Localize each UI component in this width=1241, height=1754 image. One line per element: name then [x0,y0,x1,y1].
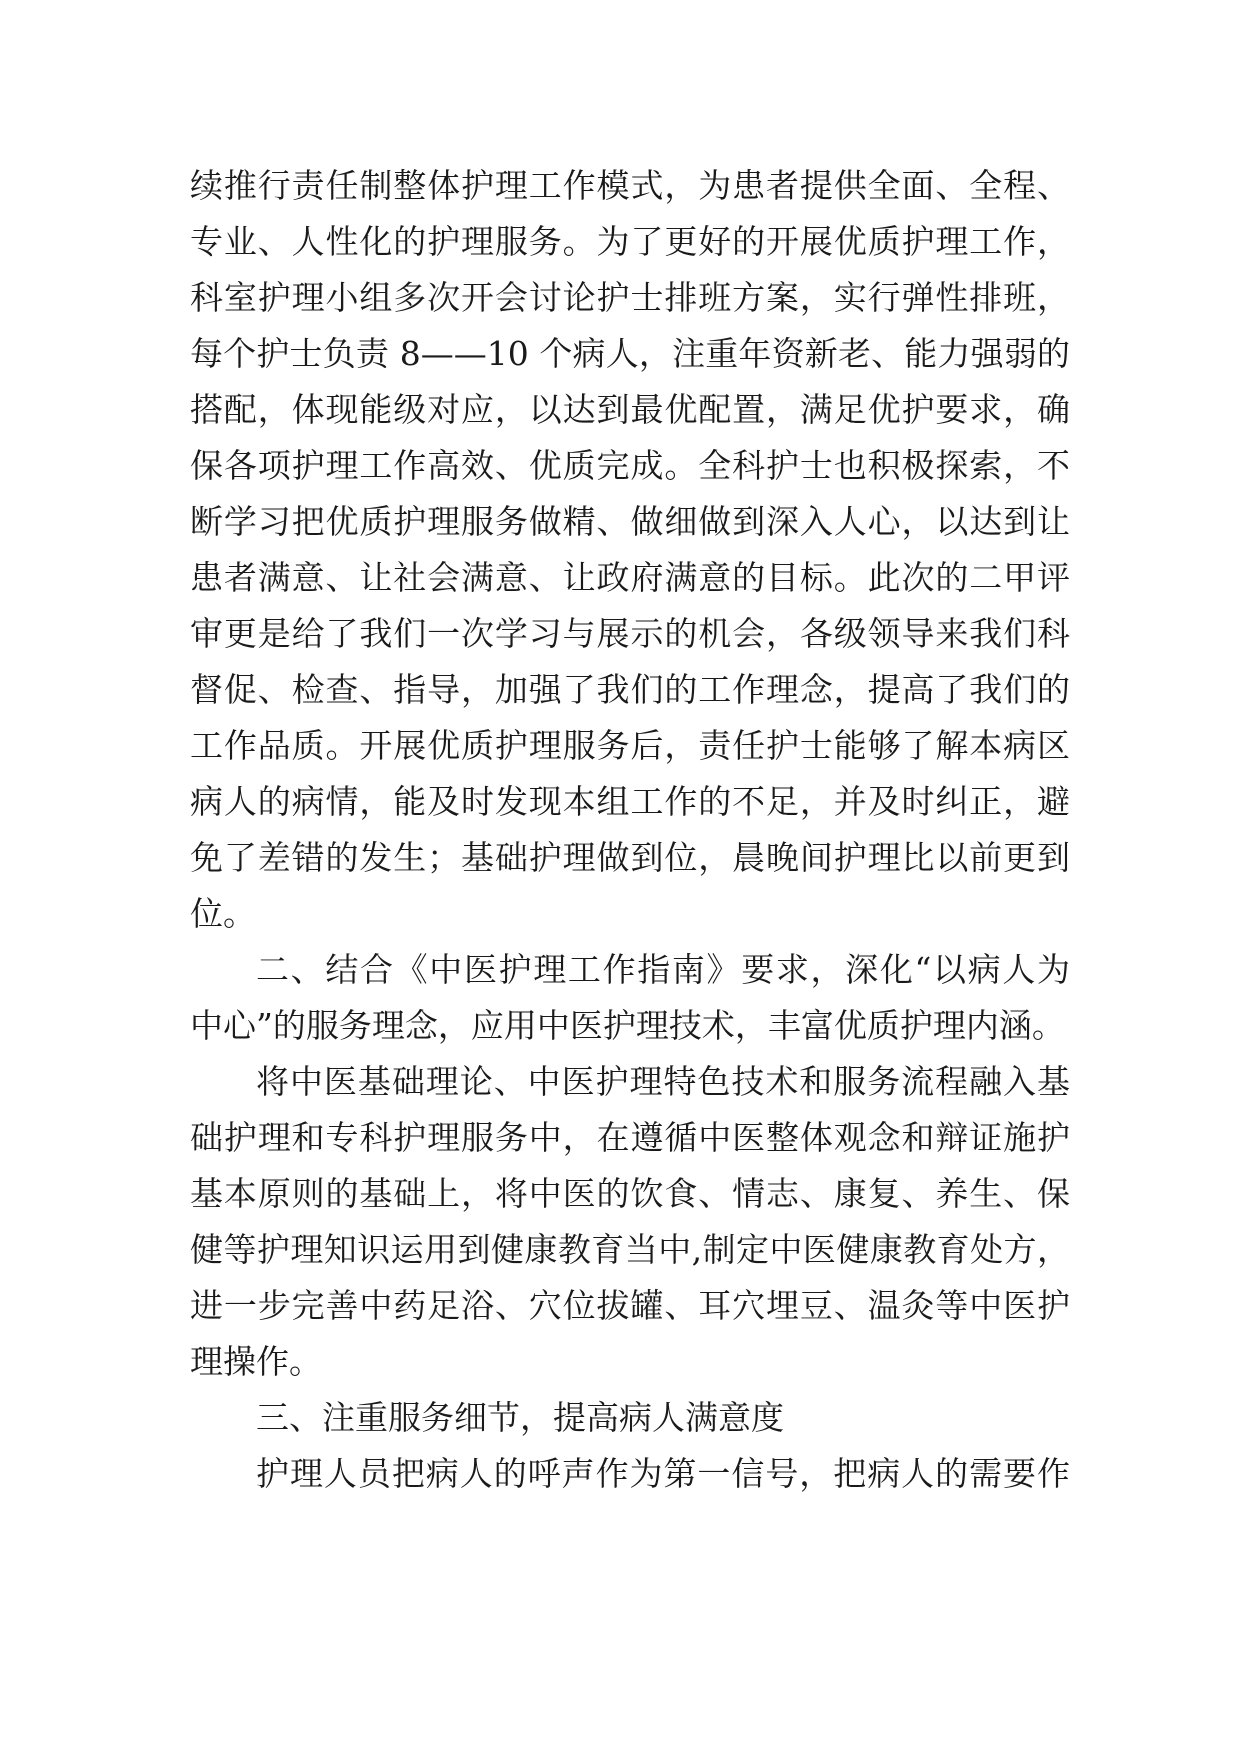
text-line: 免了差错的发生；基础护理做到位，晨晚间护理比以前更到 [190,838,1070,877]
text-line: 理操作。 [190,1342,322,1381]
text-line: 专业、人性化的护理服务。为了更好的开展优质护理工作， [190,222,1070,261]
text-line: 审更是给了我们一次学习与展示的机会，各级领导来我们科 [190,614,1070,653]
text-line: 科室护理小组多次开会讨论护士排班方案，实行弹性排班， [190,278,1070,317]
text-line: 工作品质。开展优质护理服务后，责任护士能够了解本病区 [190,726,1070,765]
text-line: 二、结合《中医护理工作指南》要求，深化“以病人为 [256,950,1070,989]
text-line: 督促、检查、指导，加强了我们的工作理念，提高了我们的 [190,670,1070,709]
text-line: 病人的病情，能及时发现本组工作的不足，并及时纠正，避 [190,782,1070,821]
text-line: 患者满意、让社会满意、让政府满意的目标。此次的二甲评 [190,558,1070,597]
text-line: 位。 [190,894,256,933]
text-line: 保各项护理工作高效、优质完成。全科护士也积极探索，不 [190,446,1070,485]
text-line: 础护理和专科护理服务中，在遵循中医整体观念和辩证施护 [190,1118,1070,1157]
text-line: 将中医基础理论、中医护理特色技术和服务流程融入基 [256,1062,1070,1101]
text-line: 三、注重服务细节，提高病人满意度 [256,1398,784,1437]
text-line: 中心”的服务理念，应用中医护理技术，丰富优质护理内涵。 [190,1006,1065,1045]
body-text [190,158,1070,1502]
text-line: 进一步完善中药足浴、穴位拔罐、耳穴埋豆、温灸等中医护 [190,1286,1070,1325]
text-line: 断学习把优质护理服务做精、做细做到深入人心，以达到让 [190,502,1070,541]
text-line: 续推行责任制整体护理工作模式，为患者提供全面、全程、 [190,166,1070,205]
text-line: 搭配，体现能级对应，以达到最优配置，满足优护要求，确 [190,390,1070,429]
text-line: 健等护理知识运用到健康教育当中,制定中医健康教育处方， [190,1230,1070,1269]
text-line: 每个护士负责 8——10 个病人，注重年资新老、能力强弱的 [190,334,1070,373]
text-line: 基本原则的基础上，将中医的饮食、情志、康复、养生、保 [190,1174,1070,1213]
text-line: 护理人员把病人的呼声作为第一信号，把病人的需要作 [256,1454,1070,1493]
